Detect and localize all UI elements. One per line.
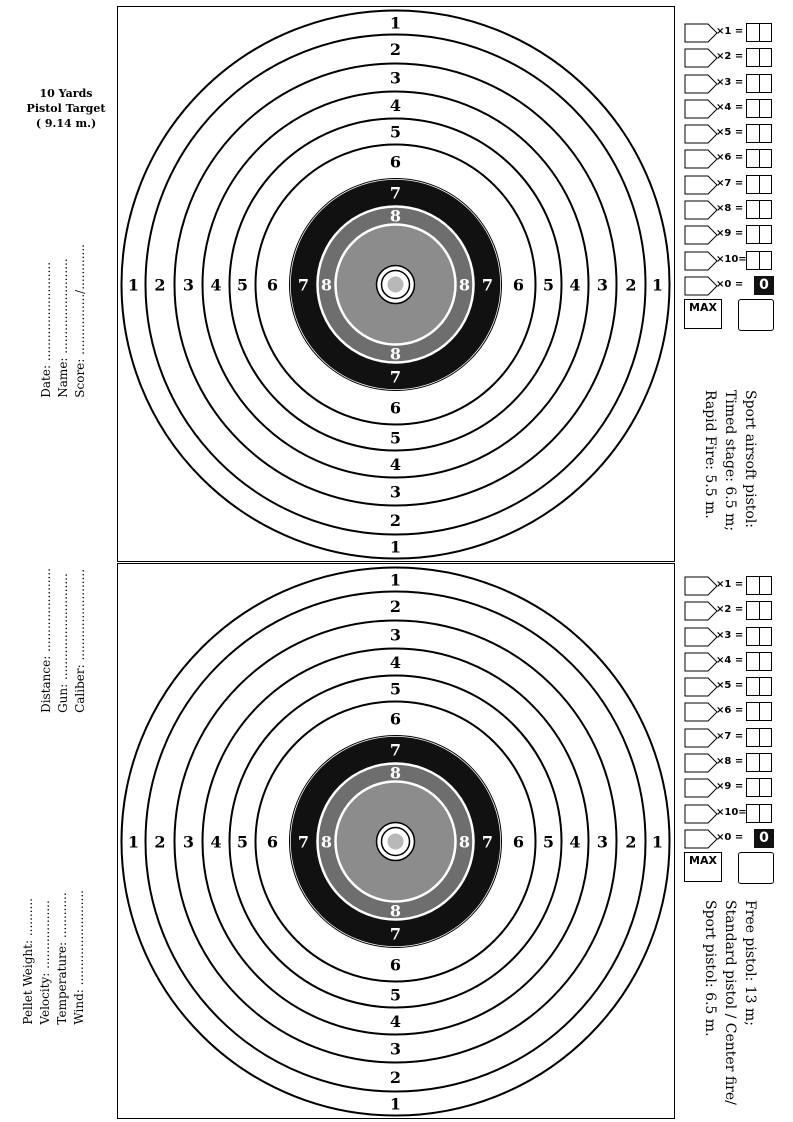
score-digit-boxes[interactable]: [746, 99, 772, 118]
score-arrow-box[interactable]: [684, 124, 718, 144]
score-arrow-box[interactable]: [684, 23, 718, 43]
score-multiplier: ×8 =: [716, 756, 744, 768]
ring-label: 6: [512, 832, 525, 852]
score-arrow-box[interactable]: [684, 778, 718, 798]
score-arrow-box[interactable]: [684, 251, 718, 271]
ring-label: 1: [389, 537, 402, 557]
score-multiplier: ×9 =: [716, 228, 744, 240]
ring-label: 7: [389, 924, 402, 944]
score-row: [684, 751, 776, 776]
field-distance: Distance: ......................: [39, 568, 53, 713]
score-card-top: [684, 21, 776, 314]
score-multiplier: ×5 =: [716, 680, 744, 692]
score-row: [684, 97, 776, 122]
field-wind: Wind: .........................: [72, 890, 86, 1025]
field-date: Date: ..........................: [39, 261, 53, 398]
score-arrow-box[interactable]: [684, 728, 718, 748]
ring-label: 5: [389, 985, 402, 1005]
ring-label: 4: [389, 1012, 402, 1031]
ring-label: 4: [569, 832, 581, 852]
score-multiplier: ×10=: [716, 806, 747, 818]
ring-label: 1: [389, 570, 402, 590]
score-digit-boxes[interactable]: [746, 48, 772, 67]
ring-label: 7: [481, 832, 494, 852]
ring-label: 6: [266, 832, 279, 852]
score-row: [684, 700, 776, 725]
fields-bottom: [20, 890, 88, 1025]
ring-label: 2: [154, 832, 166, 852]
ring-label: 3: [389, 482, 402, 502]
ring-label: 7: [389, 740, 402, 760]
ring-label: 2: [389, 40, 402, 59]
score-multiplier: ×0 =: [716, 278, 744, 290]
ring-label: 4: [210, 832, 222, 852]
fields-mid: [38, 568, 89, 713]
score-multiplier: ×4 =: [716, 101, 744, 113]
title-line: ( 9.14 m.): [35, 117, 97, 130]
ring-label: 6: [389, 398, 402, 418]
score-multiplier: ×9 =: [716, 781, 744, 793]
score-row: [684, 599, 776, 624]
score-row: [684, 726, 776, 751]
score-digit-boxes[interactable]: [746, 149, 772, 168]
field-temperature: Temperature: ............: [55, 892, 69, 1025]
ring-label: 3: [596, 275, 609, 295]
max-label-box: MAX: [684, 299, 722, 329]
ring-label: 5: [542, 275, 555, 295]
score-arrow-box[interactable]: [684, 753, 718, 773]
ring-label: 5: [236, 832, 249, 852]
ring-label: 7: [481, 275, 494, 295]
score-multiplier: ×2 =: [716, 604, 744, 616]
field-name: Name: .........................: [56, 258, 70, 398]
note-line: Sport airsoft pistol:: [742, 390, 758, 529]
score-arrow-box[interactable]: [684, 829, 718, 849]
ring-label: 6: [266, 275, 279, 295]
score-digit-boxes[interactable]: [746, 652, 772, 671]
note-line: Rapid Fire: 5.5 m.: [702, 390, 718, 519]
score-multiplier: ×7 =: [716, 177, 744, 189]
ring-label: 2: [625, 275, 637, 295]
score-digit-boxes[interactable]: [746, 576, 772, 595]
bullseye: [388, 834, 404, 850]
ring-label: 6: [389, 709, 402, 729]
ring-label: 4: [389, 96, 402, 115]
ring-label: 5: [389, 679, 402, 699]
ring-label: 8: [320, 275, 333, 295]
score-digit-boxes[interactable]: [746, 702, 772, 721]
ring-label: 3: [596, 832, 609, 852]
score-digit-boxes[interactable]: [746, 601, 772, 620]
score-digit-boxes[interactable]: [746, 627, 772, 646]
note-line: Timed stage: 6.5 m;: [722, 390, 738, 532]
score-row: [684, 122, 776, 147]
score-arrow-box[interactable]: [684, 48, 718, 68]
ring-label: 2: [389, 597, 402, 616]
score-arrow-box[interactable]: [684, 576, 718, 596]
ring-label: 4: [210, 275, 222, 295]
score-arrow-box[interactable]: [684, 200, 718, 220]
ring-label: 1: [127, 275, 140, 295]
target-bottom: [118, 564, 673, 1119]
fields-top: [38, 244, 89, 398]
ring-label: 5: [389, 122, 402, 142]
score-multiplier: ×2 =: [716, 51, 744, 63]
score-digit-boxes[interactable]: [746, 251, 772, 270]
score-row: [684, 249, 776, 274]
score-digit-boxes[interactable]: [746, 124, 772, 143]
field-caliber: Caliber: ........................: [73, 568, 87, 713]
ring-label: 7: [389, 367, 402, 387]
score-arrow-box[interactable]: [684, 225, 718, 245]
score-arrow-box[interactable]: [684, 627, 718, 647]
ring-label: 2: [389, 1068, 402, 1087]
score-multiplier: ×0 =: [716, 831, 744, 843]
score-multiplier: ×6 =: [716, 152, 744, 164]
score-row: [684, 776, 776, 801]
ring-label: 5: [236, 275, 249, 295]
score-arrow-box[interactable]: [684, 804, 718, 824]
score-multiplier: ×4 =: [716, 654, 744, 666]
field-velocity: Velocity: ..................: [38, 900, 52, 1025]
ring-label: 7: [297, 832, 310, 852]
ring-label: 1: [651, 832, 664, 852]
score-multiplier: ×5 =: [716, 127, 744, 139]
score-row: [684, 21, 776, 46]
field-pellet-weight: Pellet Weight: ..........: [21, 898, 35, 1025]
score-arrow-box[interactable]: [684, 149, 718, 169]
ring-label: 5: [389, 428, 402, 448]
ring-label: 8: [389, 206, 402, 226]
score-digit-boxes[interactable]: [746, 175, 772, 194]
score-card-bottom: [684, 574, 776, 867]
score-multiplier: ×1 =: [716, 26, 744, 37]
ring-label: 1: [127, 832, 140, 852]
score-digit-boxes[interactable]: [746, 778, 772, 797]
score-digit-boxes[interactable]: [746, 728, 772, 747]
score-arrow-box[interactable]: [684, 677, 718, 697]
score-multiplier: ×1 =: [716, 579, 744, 590]
score-digit-boxes[interactable]: [746, 23, 772, 42]
ring-label: 3: [389, 68, 402, 88]
title-line: 10 Yards: [39, 87, 93, 100]
score-arrow-box[interactable]: [684, 74, 718, 94]
ring-label: 5: [542, 832, 555, 852]
score-digit-boxes[interactable]: [746, 200, 772, 219]
target-top: [118, 7, 673, 562]
score-multiplier: ×10=: [716, 253, 747, 265]
ring-label: 3: [389, 625, 402, 645]
score-arrow-box[interactable]: [684, 702, 718, 722]
max-label-box: MAX: [684, 852, 722, 882]
ring-label: 4: [389, 455, 402, 474]
ring-label: 1: [389, 13, 402, 33]
ring-label: 2: [625, 832, 637, 852]
field-score: Score: ................/............: [73, 244, 87, 398]
ring-label: 4: [389, 653, 402, 672]
score-row: [684, 173, 776, 198]
score-digit-boxes[interactable]: [746, 677, 772, 696]
score-arrow-box[interactable]: [684, 601, 718, 621]
ring-label: 2: [389, 511, 402, 530]
score-digit-boxes[interactable]: [746, 74, 772, 93]
score-digit-boxes[interactable]: [746, 225, 772, 244]
ring-label: 6: [389, 955, 402, 975]
score-arrow-box[interactable]: [684, 175, 718, 195]
total-score-box[interactable]: [738, 852, 774, 884]
score-row: [684, 274, 776, 299]
total-score-box[interactable]: [738, 299, 774, 331]
bullseye: [388, 277, 404, 293]
score-row: [684, 198, 776, 223]
score-row: [684, 223, 776, 248]
score-digit-boxes[interactable]: [746, 804, 772, 823]
ring-label: 1: [651, 275, 664, 295]
ring-label: 7: [297, 275, 310, 295]
ring-label: 3: [182, 832, 195, 852]
target-title: [18, 86, 114, 131]
ring-label: 6: [389, 152, 402, 172]
note-line: Sport pistol: 6.5 m.: [702, 900, 718, 1037]
score-multiplier: ×3 =: [716, 76, 744, 88]
note-top: [700, 390, 760, 531]
score-arrow-box[interactable]: [684, 276, 718, 296]
ring-label: 7: [389, 183, 402, 203]
ring-label: 8: [458, 832, 471, 852]
score-row: [684, 72, 776, 97]
ring-label: 8: [389, 344, 402, 364]
ring-label: 4: [569, 275, 581, 295]
score-row: [684, 650, 776, 675]
zero-score: 0: [754, 829, 774, 848]
ring-label: 3: [389, 1039, 402, 1059]
note-line: Standard pistol / Center fire/: [722, 900, 738, 1105]
ring-label: 3: [182, 275, 195, 295]
score-arrow-box[interactable]: [684, 652, 718, 672]
ring-label: 8: [320, 832, 333, 852]
ring-label: 8: [458, 275, 471, 295]
note-line: Free pistol: 13 m;: [742, 900, 758, 1027]
score-arrow-box[interactable]: [684, 99, 718, 119]
zero-score: 0: [754, 276, 774, 295]
ring-label: 8: [389, 763, 402, 783]
note-bottom: [700, 900, 760, 1105]
score-row: [684, 827, 776, 852]
ring-label: 1: [389, 1094, 402, 1114]
ring-label: 2: [154, 275, 166, 295]
score-row: [684, 802, 776, 827]
score-digit-boxes[interactable]: [746, 753, 772, 772]
score-row: [684, 46, 776, 71]
score-multiplier: ×8 =: [716, 203, 744, 215]
score-row: [684, 625, 776, 650]
score-multiplier: ×3 =: [716, 629, 744, 641]
score-row: [684, 574, 776, 599]
score-multiplier: ×7 =: [716, 730, 744, 742]
score-row: [684, 675, 776, 700]
ring-label: 6: [512, 275, 525, 295]
score-multiplier: ×6 =: [716, 705, 744, 717]
ring-label: 8: [389, 901, 402, 921]
score-row: [684, 147, 776, 172]
field-gun: Gun: ............................: [56, 573, 70, 713]
title-line: Pistol Target: [26, 102, 106, 115]
